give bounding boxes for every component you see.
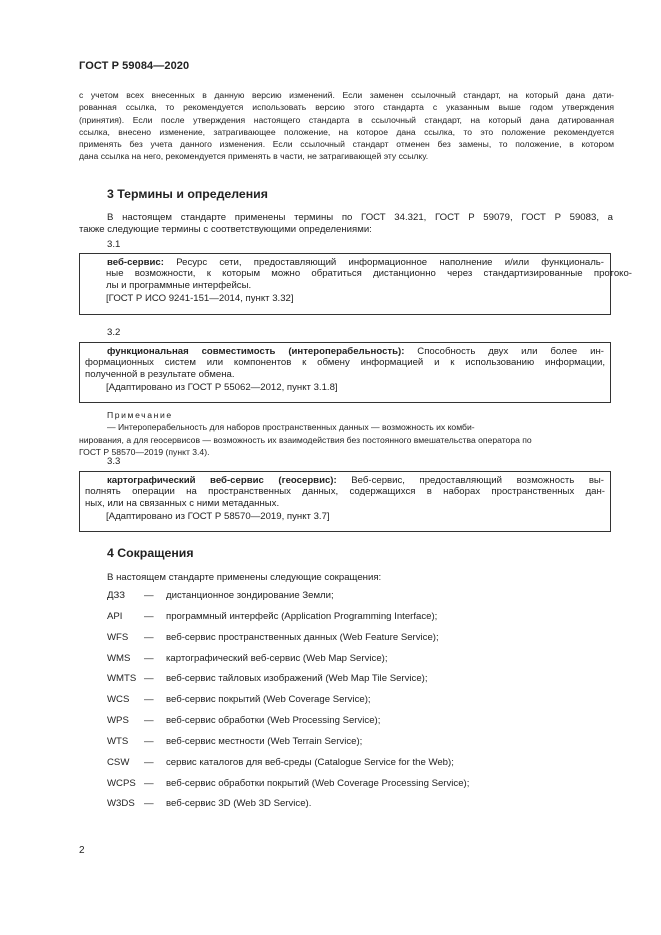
term-name: картографический веб-сервис (геосервис): [107, 475, 337, 486]
dash: — [144, 777, 154, 789]
text-line: ссылка, внесено изменение, затрагивающее положение, на которое дана ссылка, то это положение рекомендуется [79, 126, 614, 137]
abbreviation-meaning: веб-сервис 3D (Web 3D Service). [166, 798, 312, 810]
dash: — [144, 673, 154, 685]
abbreviation: WFS [107, 631, 129, 643]
term-body [79, 486, 611, 523]
note-label: Примечание [107, 410, 173, 420]
abbreviation-meaning: картографический веб-сервис (Web Map Service); [166, 652, 388, 664]
abbreviation-meaning: веб-сервис обработки (Web Processing Service); [166, 715, 381, 727]
dash: — [144, 652, 154, 664]
abbreviation: API [107, 610, 123, 622]
text-line: (принятия). Если после утверждения настоящего стандарта в ссылочный стандарт, на который дана датированная [79, 114, 614, 125]
term-definition: Способность двух или более ин- [404, 346, 605, 357]
abbreviation-meaning: сервис каталогов для веб-среды (Catalogue Service for the Web); [166, 756, 454, 768]
abbreviation: CSW [107, 756, 130, 768]
text-line: ГОСТ Р 58570—2019 (пункт 3.4). [79, 446, 210, 457]
term-definition: Веб-сервис, предоставляющий возможность вы- [336, 475, 605, 486]
text-line: ных, или на связанных с ними метаданных. [85, 498, 280, 510]
dash: — [144, 590, 154, 601]
text-line: полнять операции на пространственных данных, содержащихся в наборах пространственных дан- [85, 486, 605, 497]
term-name: функциональная совместимость (интероперабельность): [107, 346, 405, 357]
abbreviation: ДЗЗ [107, 590, 126, 601]
abbreviation: WCPS [107, 777, 136, 789]
abbreviation: WPS [107, 715, 129, 727]
abbreviation-meaning: веб-сервис покрытий (Web Coverage Service); [166, 694, 371, 706]
abbreviation-meaning: веб-сервис тайловых изображений (Web Map Tile Service); [166, 673, 428, 685]
section-4-intro: В настоящем стандарте применены следующие сокращения: [107, 572, 382, 583]
text-line: с учетом всех внесенных в данную версию изменений. Если заменен ссылочный стандарт, на который дана дати- [79, 90, 614, 100]
text-line: В настоящем стандарте применены термины по ГОСТ 34.321, ГОСТ Р 59079, ГОСТ Р 59083, а [107, 212, 613, 223]
section-4-title: 4 Сокращения [107, 546, 194, 560]
term-number: 3.3 [107, 456, 121, 467]
term-body [79, 357, 611, 394]
text-line: лы и программные интерфейсы. [106, 280, 252, 292]
text-line: применять без учета данного изменения. Если ссылочный стандарт отменен без замены, то положение, в котором [79, 139, 614, 150]
note-text: — Интероперабельность для наборов пространственных данных — возможность их комби- [107, 422, 475, 433]
text-line: рованная ссылка, то рекомендуется использовать версию этого стандарта с указанным выше годом утверждения [79, 102, 614, 113]
term-number: 3.2 [107, 327, 121, 338]
dash: — [144, 735, 154, 747]
page-header: ГОСТ Р 59084—2020 [79, 60, 190, 72]
text-line: нирования, а для геосервисов — возможность их взаимодействия без постоянного вмешательства оператора по [79, 434, 532, 445]
term-source: [Адаптировано из ГОСТ Р 55062—2012, пункт 3.1.8] [106, 381, 338, 393]
dash: — [144, 694, 154, 706]
dash: — [144, 798, 154, 810]
dash: — [144, 715, 154, 727]
dash: — [144, 610, 154, 622]
abbreviation: WTS [107, 735, 129, 747]
dash: — [144, 756, 154, 768]
text-line: ные возможности, к которым можно обратиться дистанционно через стандартизированные протоко- [106, 268, 632, 279]
term-body [79, 268, 632, 305]
term-source: [Адаптировано из ГОСТ Р 58570—2019, пункт 3.7] [106, 510, 330, 522]
text-line: дана ссылка на него, рекомендуется применять в части, не затрагивающей эту ссылку. [79, 151, 429, 162]
intro-paragraph [79, 89, 614, 163]
abbreviation: WCS [107, 694, 130, 706]
abbreviation-meaning: веб-сервис пространственных данных (Web Feature Service); [166, 631, 439, 643]
term-name: веб-сервис: [107, 257, 164, 268]
term-definition: Ресурс сети, предоставляющий информационное наполнение и/или функциональ- [163, 257, 604, 268]
term-source: [ГОСТ Р ИСО 9241-151—2014, пункт 3.32] [106, 292, 294, 304]
text-line: формационных систем или компонентов к обмену информацией и к использованию информации, [85, 357, 605, 368]
page-number: 2 [79, 845, 85, 856]
dash: — [144, 631, 154, 643]
abbreviation-meaning: веб-сервис обработки покрытий (Web Coverage Processing Service); [166, 777, 470, 789]
text-line: полученной в результате обмена. [85, 369, 235, 381]
text-line: также следующие термины с соответствующими определениями: [79, 224, 372, 236]
abbreviation-meaning: веб-сервис местности (Web Terrain Service); [166, 735, 363, 747]
abbreviation-meaning: дистанционное зондирование Земли; [166, 590, 334, 601]
section-3-intro [79, 212, 613, 237]
note-paragraph [79, 409, 614, 458]
abbreviation: WMS [107, 652, 131, 664]
term-number: 3.1 [107, 239, 121, 250]
abbreviation: WMTS [107, 673, 137, 685]
abbreviation-meaning: программный интерфейс (Application Programming Interface); [166, 610, 438, 622]
abbreviation: W3DS [107, 798, 135, 810]
section-3-title: 3 Термины и определения [107, 187, 268, 201]
note-first-line [79, 409, 614, 434]
